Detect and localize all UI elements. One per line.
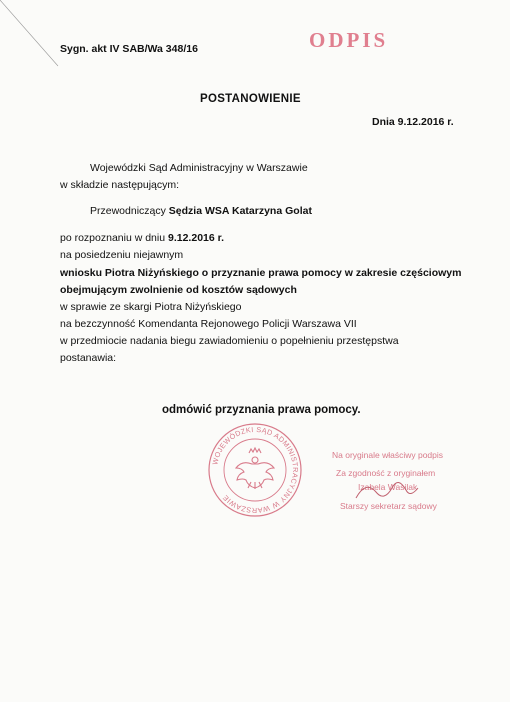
- copy-stamp: ODPIS: [309, 28, 389, 52]
- certify-line-1: Na oryginale właściwy podpis: [332, 450, 444, 460]
- document-date: Dnia 9.12.2016 r.: [372, 116, 454, 128]
- certify-line-3: Izabela Wasilak: [358, 482, 418, 492]
- considered-line: [60, 232, 224, 244]
- case-number: Sygn. akt IV SAB/Wa 348/16: [60, 43, 198, 55]
- session-line: na posiedzeniu niejawnym: [60, 249, 184, 261]
- case-line-2: na bezczynność Komendanta Rejonowego Policji Warszawa VII: [60, 318, 357, 330]
- motion-line-1: wniosku Piotra Niżyńskiego o przyznanie prawa pomocy w zakresie częściowym: [60, 267, 462, 279]
- decision: odmówić przyznania prawa pomocy.: [162, 404, 361, 416]
- seal-text: WOJEWÓDZKI SĄD ADMINISTRACYJNY W WARSZAWIE: [210, 424, 301, 516]
- case-line-3: w przedmiocie nadania biegu zawiadomieniu o popełnieniu przestępstwa: [60, 335, 399, 347]
- considered-date: 9.12.2016 r.: [168, 232, 225, 244]
- court-name: Wojewódzki Sąd Administracyjny w Warszawie: [90, 162, 308, 174]
- certify-line-2: Za zgodność z oryginałem: [336, 468, 436, 478]
- motion-line-2: obejmującym zwolnienie od kosztów sądowych: [60, 284, 297, 296]
- considered-prefix: po rozpoznaniu w dniu: [60, 232, 166, 244]
- folded-corner-mark: [0, 0, 60, 70]
- handwritten-signature: [326, 468, 436, 518]
- presiding-name: Sędzia WSA Katarzyna Golat: [168, 205, 312, 217]
- court-seal: [205, 420, 305, 520]
- presiding-judge-line: [90, 205, 312, 217]
- resolves-line: postanawia:: [60, 352, 117, 364]
- case-line-1: w sprawie ze skargi Piotra Niżyńskiego: [60, 301, 242, 313]
- document-title: POSTANOWIENIE: [200, 93, 301, 105]
- certify-line-4: Starszy sekretarz sądowy: [340, 501, 437, 511]
- presiding-label: Przewodniczący: [90, 205, 166, 217]
- composition-line: w składzie następującym:: [60, 179, 180, 191]
- eagle-emblem-icon: [236, 448, 274, 489]
